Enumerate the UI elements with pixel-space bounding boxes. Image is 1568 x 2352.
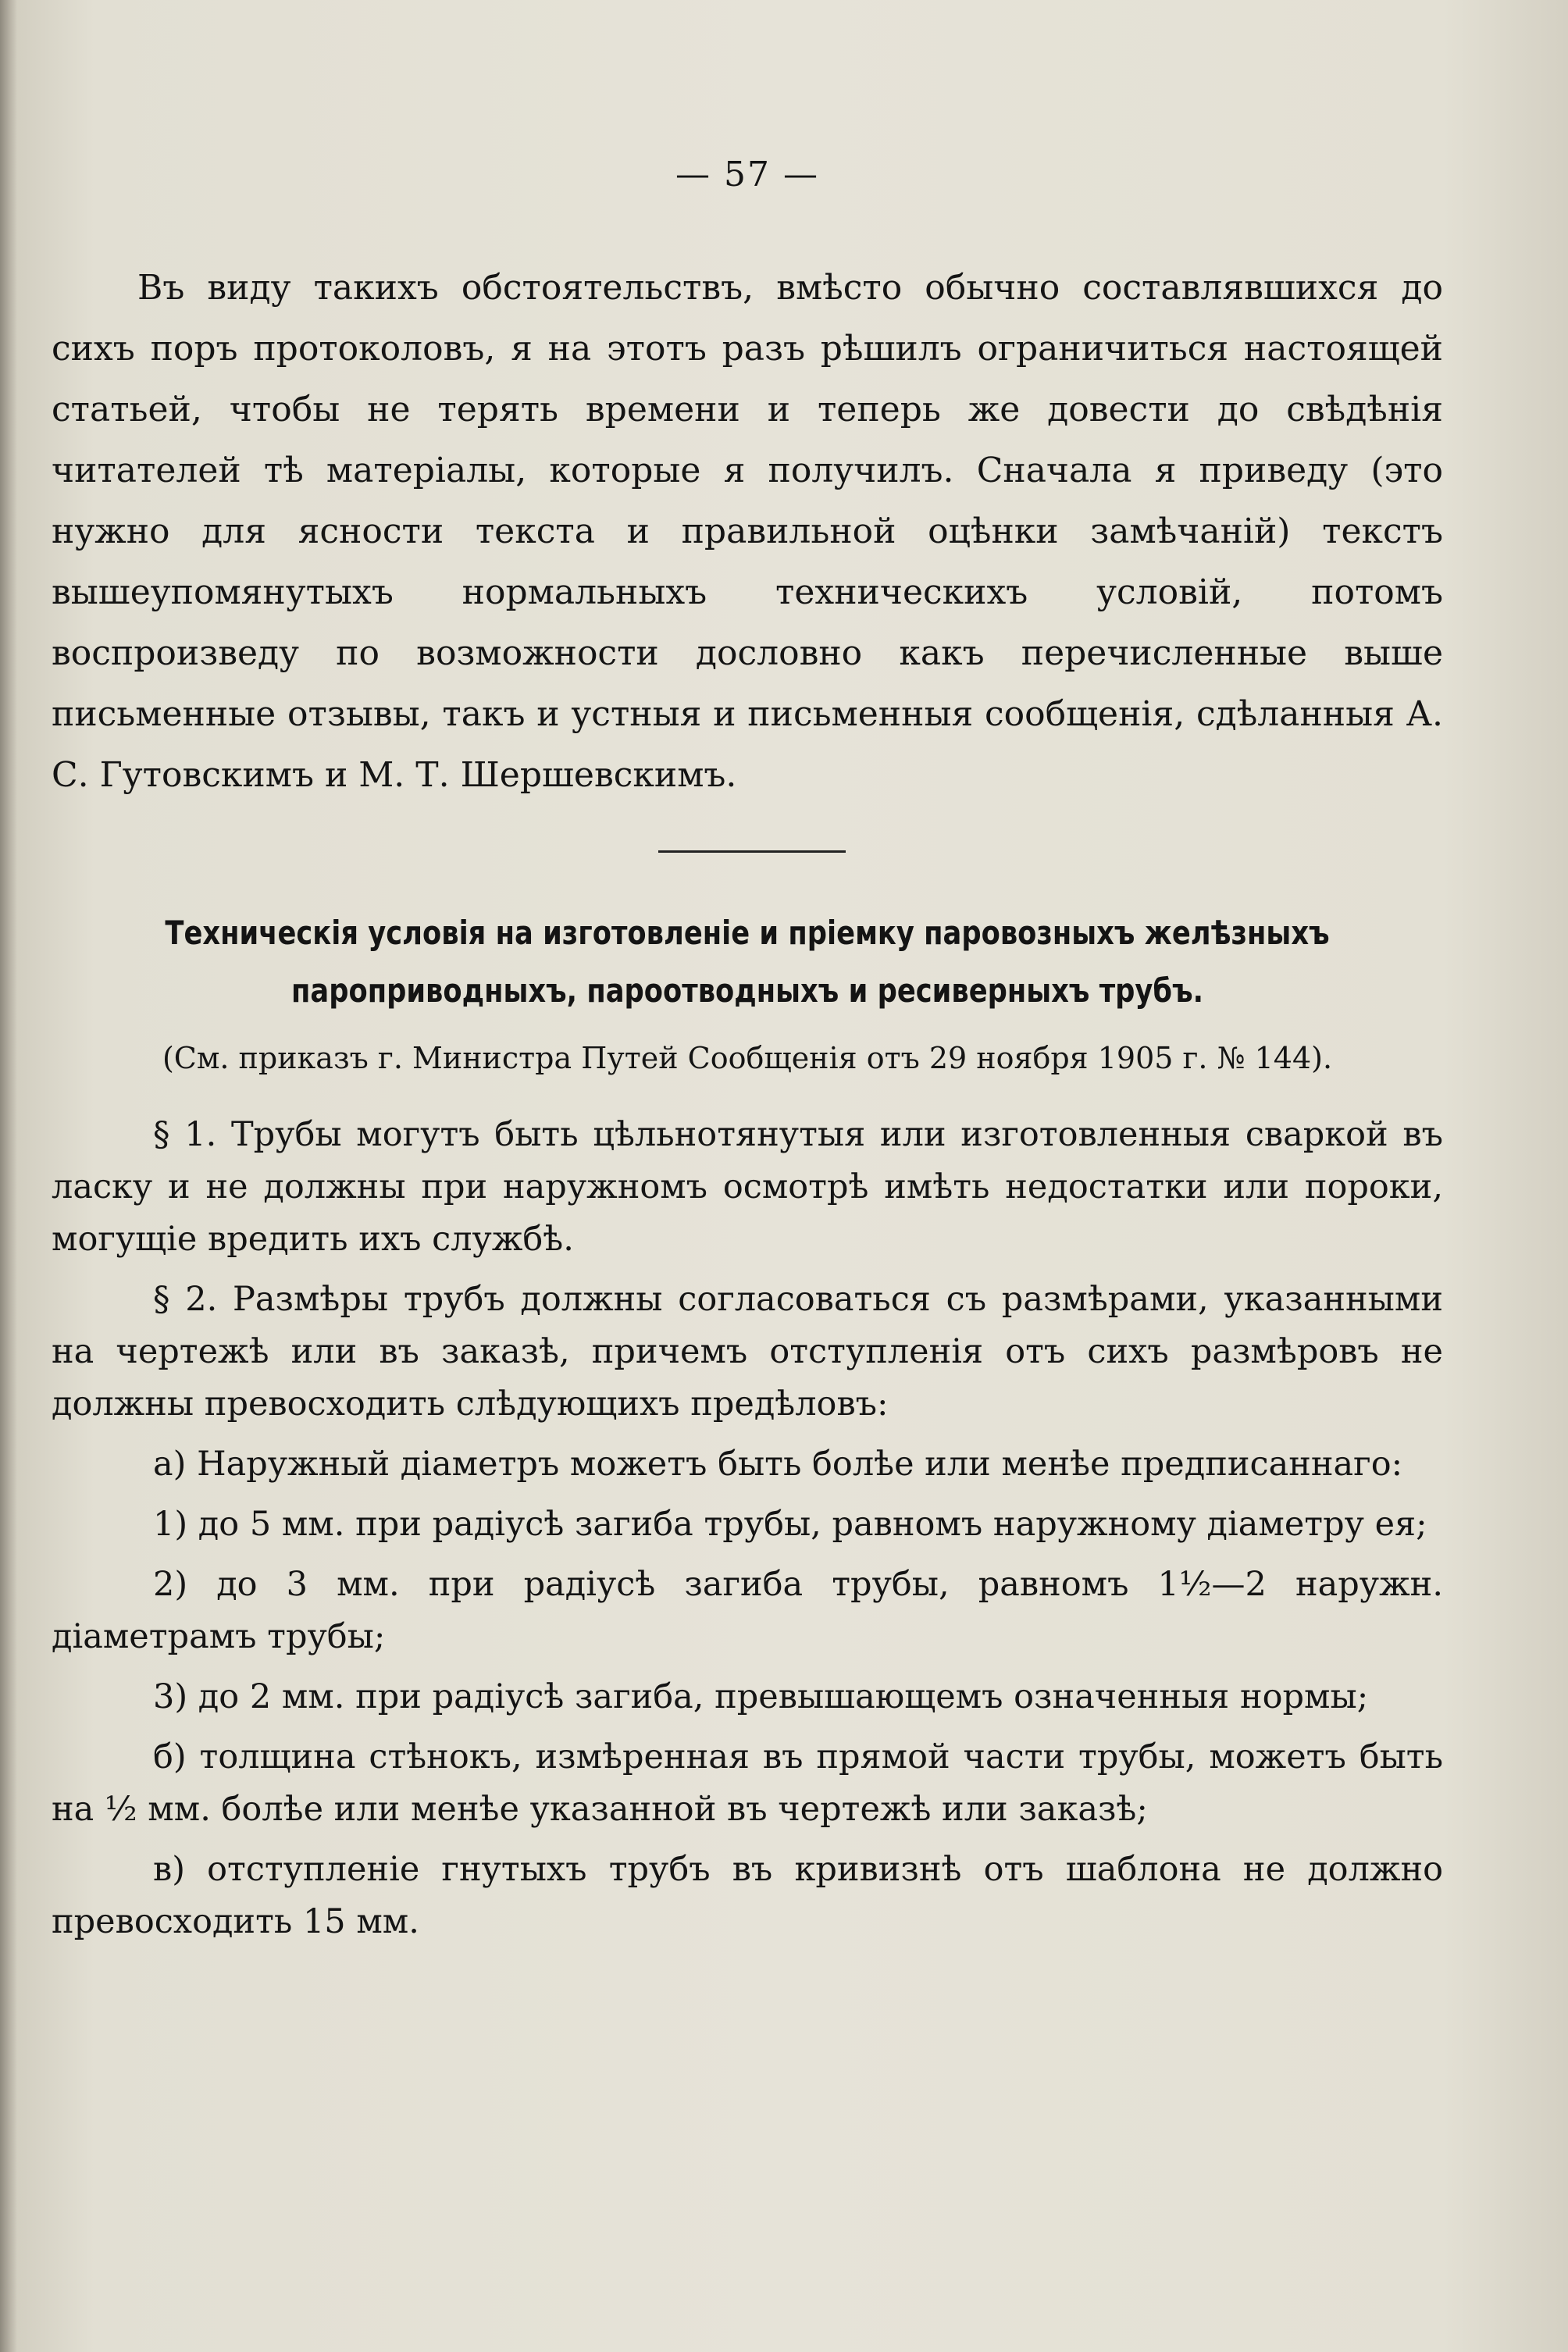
page-binding-shadow (0, 0, 17, 2352)
provision-item-b: б) толщина стѣнокъ, измѣренная въ прямой части трубы, можетъ быть на ½ мм. болѣе или менѣе указанной въ чертежѣ или заказѣ; (52, 1737, 1443, 1829)
provision-item-v: в) отступленіе гнутыхъ трубъ въ кривизнѣ отъ шаблона не должно превосходить 15 мм. (52, 1850, 1443, 1941)
section-heading: Техническія условія на изготовленіе и пріемку паровозныхъ желѣзныхъ пароприводныхъ, пароотводныхъ и ресиверныхъ трубъ. (165, 914, 1330, 1010)
page-number: — 57 — (675, 155, 819, 194)
provision-section-1: § 1. Трубы могутъ быть цѣльнотянутыя или изготовленныя сваркой въ ласку и не должны при наружномъ осмотрѣ имѣть недостатки или пороки, могущіе вредить ихъ службѣ. (52, 1115, 1443, 1259)
provision-item-3: 3) до 2 мм. при радіусѣ загиба, превышающемъ означенныя нормы; (153, 1677, 1369, 1716)
source-note: (См. приказъ г. Министра Путей Сообщенія отъ 29 ноября 1905 г. № 144). (162, 1041, 1333, 1075)
provision-item-2: 2) до 3 мм. при радіусѣ загиба трубы, равномъ 1½—2 наружн. діаметрамъ трубы; (52, 1565, 1443, 1656)
provision-section-2: § 2. Размѣры трубъ должны согласоваться съ размѣрами, указанными на чертежѣ или въ заказѣ, причемъ отступленія отъ сихъ размѣровъ не должны превосходить слѣдующихъ предѣловъ: (52, 1280, 1443, 1424)
provision-item-1: 1) до 5 мм. при радіусѣ загиба трубы, равномъ наружному діаметру ея; (153, 1505, 1427, 1544)
intro-paragraph: Въ виду такихъ обстоятельствъ, вмѣсто обычно составлявшихся до сихъ поръ протоколовъ, я на этотъ разъ рѣшилъ ограничиться настоящей статьей, чтобы не терять времени и теперь же довести до свѣдѣнія читателей тѣ матеріалы, которые я получилъ. Сначала я приведу (это нужно для ясности текста и правильной оцѣнки замѣчаній) текстъ вышеупомянутыхъ нормальныхъ техническихъ условій, потомъ воспроизведу по возможности дословно какъ перечисленные выше письменные отзывы, такъ и устныя и письменныя сообщенія, сдѣланныя А. С. Гутовскимъ и М. Т. Шершевскимъ. (52, 268, 1443, 795)
provisions-list (52, 1109, 1443, 1956)
provision-item-a: а) Наружный діаметръ можетъ быть болѣе или менѣе предписаннаго: (153, 1445, 1403, 1484)
section-divider (658, 850, 846, 853)
